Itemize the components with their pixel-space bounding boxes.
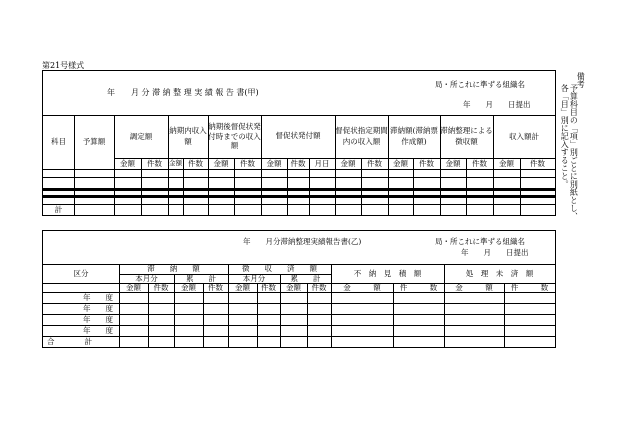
form-b-date: 年 月 日提出 <box>461 248 529 257</box>
sub-amount: 金額 <box>213 158 229 168</box>
col-subject: 科目 <box>51 137 66 147</box>
sub-count: 件数 <box>188 158 203 168</box>
sub-count: 件数 <box>147 158 162 168</box>
remarks-text: 予算科目の「項」別ごとに別紙とし、各「目」別に記入すること。 <box>560 84 579 220</box>
sub-amount: 金 額 <box>343 282 381 292</box>
col-division: 区分 <box>73 268 89 278</box>
sub-count: 件数 <box>419 158 434 168</box>
sub-amount: 金額 <box>286 282 301 292</box>
sub-count: 件数 <box>261 282 276 292</box>
remarks-label: 備考 <box>576 72 586 88</box>
form-b-title: 年 月分滞納整理実績報告書(乙) <box>243 237 362 246</box>
form-a <box>42 70 556 216</box>
form-b-org: 局・所これに準ずる組織名 <box>435 237 525 246</box>
col-delinquent: 滞 納 額 <box>147 264 200 274</box>
form-a-org: 局・所これに準ずる組織名 <box>435 80 525 89</box>
row-total-label: 合 計 <box>47 337 92 346</box>
form-a-separator <box>43 188 555 191</box>
sub-count: 件数 <box>367 158 382 168</box>
sub-amount: 金額 <box>235 282 250 292</box>
sub-amount: 金額 <box>340 158 356 168</box>
col-adjusted: 調定額 <box>129 131 153 141</box>
form-a-title: 年 月 分 滞 納 整 理 実 績 報 告 書(甲) <box>107 88 259 97</box>
sub-amount: 金額 <box>266 158 282 168</box>
form-a-total-label: 計 <box>54 205 63 215</box>
col-delinquent: 滞納額(滞納票作成額) <box>390 126 438 146</box>
sub-this-month: 本月分 <box>135 273 158 283</box>
sub-count: 件数 <box>153 282 169 292</box>
sub-amount: 金額 <box>393 158 408 168</box>
sub-month-day: 月日 <box>314 158 330 168</box>
col-budget: 予算額 <box>82 137 106 147</box>
sub-count: 件 数 <box>399 282 438 292</box>
col-after-notice: 納期後督促状発付時までの収入額 <box>208 121 261 151</box>
sub-count: 件 数 <box>510 282 549 292</box>
col-notice-issued: 督促状発付額 <box>275 131 321 141</box>
sub-cumulative: 累 計 <box>186 273 216 283</box>
sub-amount: 金額 <box>120 158 135 168</box>
sub-amount: 金額 <box>499 158 514 168</box>
sub-amount: 金 額 <box>455 282 493 292</box>
sub-amount: 金額 <box>126 282 141 292</box>
sub-amount: 金額 <box>181 282 196 292</box>
col-total-income: 収入額計 <box>509 131 539 141</box>
form-a-date: 年 月 日提出 <box>463 100 531 109</box>
sub-amount: 金額 <box>169 159 182 168</box>
sub-count: 件数 <box>530 158 545 168</box>
sub-count: 件数 <box>240 158 255 168</box>
row-year-label: 年 度 <box>83 304 113 313</box>
col-collection: 滞納整理による徴収額 <box>440 126 493 146</box>
col-not-expected: 不 納 見 積 額 <box>353 268 422 278</box>
sub-count: 件数 <box>472 158 487 168</box>
sub-count: 件数 <box>290 158 306 168</box>
form-b <box>42 230 556 348</box>
row-year-label: 年 度 <box>83 315 113 324</box>
sub-amount: 金額 <box>445 158 461 168</box>
row-year-label: 年 度 <box>83 326 113 335</box>
sub-this-month: 本月分 <box>242 273 266 283</box>
col-collected: 徴 収 済 額 <box>242 264 317 274</box>
col-notice-period: 督促状指定期間内の収入額 <box>335 126 388 146</box>
form-number: 第21号様式 <box>42 61 85 70</box>
row-year-label: 年 度 <box>83 293 113 302</box>
sub-cumulative: 累 計 <box>290 273 321 283</box>
sub-count: 件数 <box>208 282 223 292</box>
col-within-deadline: 納期内収入額 <box>169 126 207 146</box>
sub-count: 件数 <box>311 282 327 292</box>
col-unprocessed: 処 理 未 済 額 <box>465 268 534 278</box>
